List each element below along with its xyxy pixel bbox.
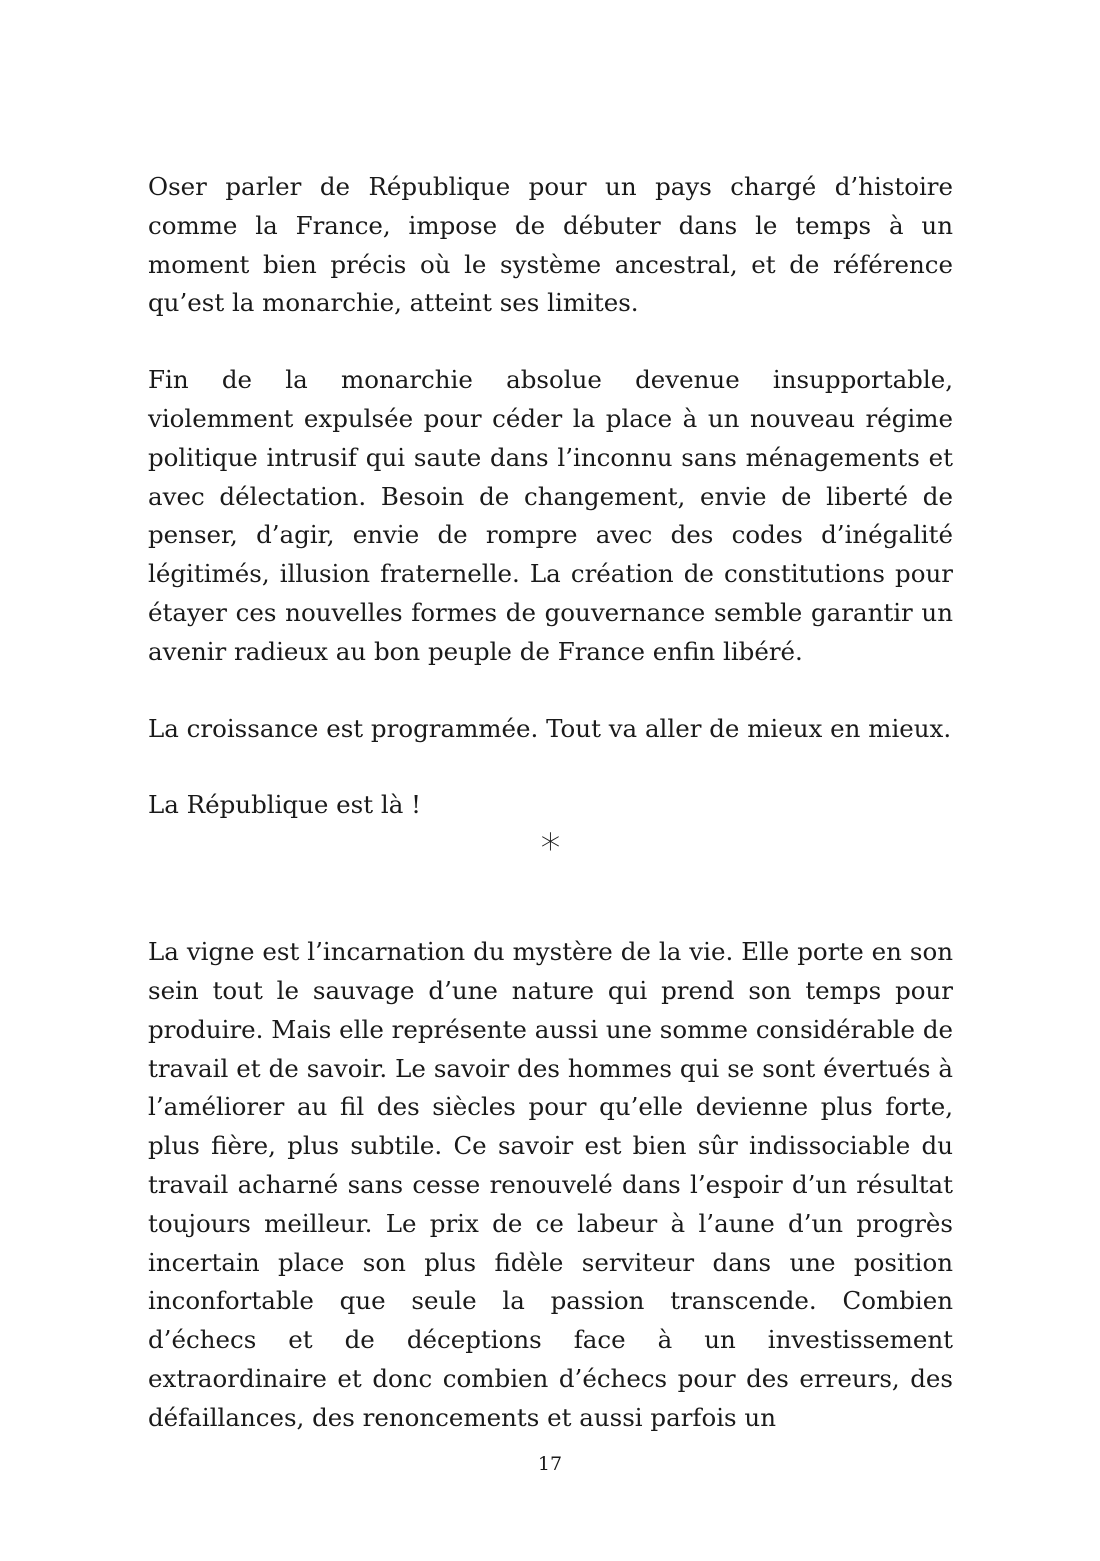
page-body: [148, 168, 953, 1438]
section-separator-asterisk: *: [540, 826, 561, 873]
paragraph-vigne: La vigne est l’incarnation du mystère de la vie. Elle porte en son sein tout le sauvage d’une nature qui prend son temps pour produire. Mais elle représente aussi une somme considérable de travail et de savoir. Le savoir des hommes qui se sont évertués à l’améliorer au fil des siècles pour qu’elle devienne plus forte, plus fière, plus subtile. Ce savoir est bien sûr indissociable du travail acharné sans cesse renouvelé dans l’espoir d’un résultat toujours meilleur. Le prix de ce labeur à l’aune d’un progrès incertain place son plus fidèle serviteur dans une position inconfortable que seule la passion transcende. Combien d’échecs et de déceptions face à un investissement extraordinaire et donc combien d’échecs pour des erreurs, des défaillances, des renoncements et aussi parfois un: [148, 937, 953, 1432]
page-number: 17: [537, 1453, 563, 1475]
paragraph-fin-monarchie: Fin de la monarchie absolue devenue insupportable, violemment expulsée pour céder la place à un nouveau régime politique intrusif qui saute dans l’inconnu sans ménagements et avec délectation. Besoin de changement, envie de liberté de penser, d’agir, envie de rompre avec des codes d’inégalité légitimés, illusion fraternelle. La création de constitutions pour étayer ces nouvelles formes de gouvernance semble garantir un avenir radieux au bon peuple de France enfin libéré.: [148, 365, 953, 666]
paragraph-republique-est-la: La République est là !: [148, 790, 421, 820]
paragraph-republique-intro: Oser parler de République pour un pays chargé d’histoire comme la France, impose de débuter dans le temps à un moment bien précis où le système ancestral, et de référence qu’est la monarchie, atteint ses limites.: [148, 172, 953, 318]
paragraph-croissance: La croissance est programmée. Tout va aller de mieux en mieux.: [148, 713, 952, 743]
